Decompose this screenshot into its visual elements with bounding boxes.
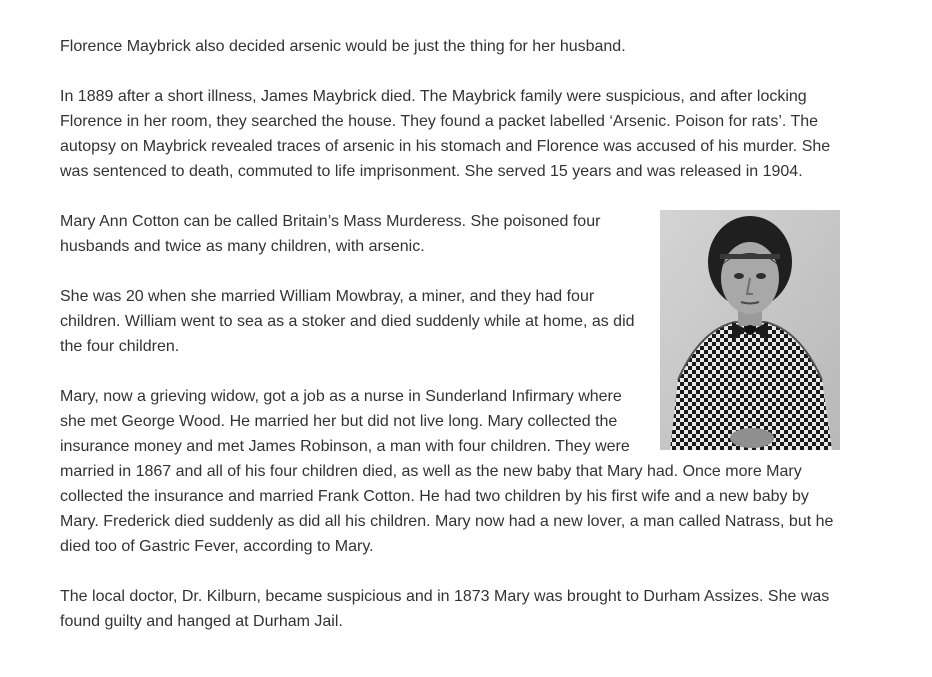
paragraph-conviction: The local doctor, Dr. Kilburn, became suspicious and in 1873 Mary was brought to Durham Assizes. She was found guilty and hanged at Durham Jail. — [60, 588, 830, 630]
article-body — [60, 34, 840, 634]
paragraph-cotton-intro: Mary Ann Cotton can be called Britain’s Mass Murderess. She poisoned four husbands and twice as many children, with arsenic. — [60, 213, 601, 255]
mary-ann-cotton-portrait — [660, 210, 840, 450]
paragraph-husbands: Mary, now a grieving widow, got a job as a nurse in Sunderland Infirmary where she met George Wood. He married her but did not live long. Mary collected the insurance money and met James Robinson, a man with four children. They were married in 1867 and all of his four children died, as well as the new baby that Mary had. Once more Mary collected the insurance and married Frank Cotton. He had two children by his first wife and a new baby by Mary. Frederick died suddenly as did all his children. Mary now had a new lover, a man called Natrass, but he died too of Gastric Fever, according to Mary. — [60, 388, 834, 555]
paragraph-maybrick-death: In 1889 after a short illness, James Maybrick died. The Maybrick family were suspicious, and after locking Florence in her room, they searched the house. They found a packet labelled ‘Arsenic. Poison for rats’. The autopsy on Maybrick revealed traces of arsenic in his stomach and Florence was accused of his murder. She was sentenced to death, commuted to life imprisonment. She served 15 years and was released in 1904. — [60, 88, 831, 180]
paragraph-florence-intro: Florence Maybrick also decided arsenic would be just the thing for her husband. — [60, 38, 626, 55]
paragraph-mowbray: She was 20 when she married William Mowbray, a miner, and they had four children. William went to sea as a stoker and died suddenly while at home, as did the four children. — [60, 288, 635, 355]
